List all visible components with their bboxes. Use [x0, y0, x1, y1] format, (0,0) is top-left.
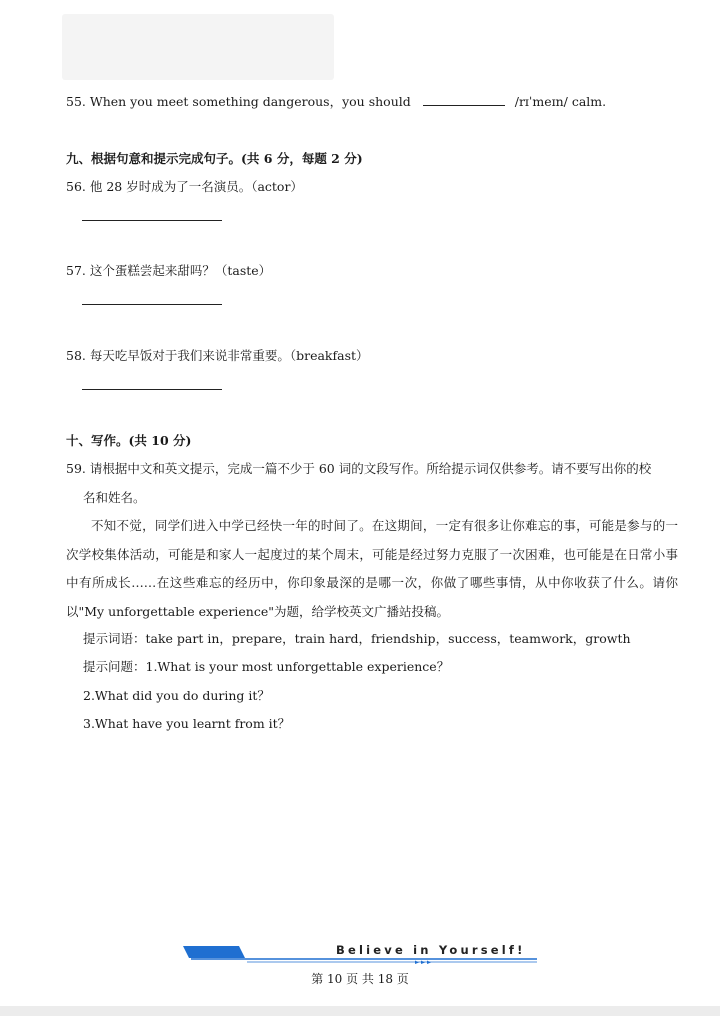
question-56: 56. 他 28 岁时成为了一名演员。（actor） — [66, 179, 303, 194]
question-55-text: 55. When you meet something dangerous，you should — [66, 94, 411, 109]
footer-arrow-1 — [415, 961, 419, 965]
hint-words: 提示词语：take part in，prepare，train hard，friendship，success，teamwork，growth — [83, 631, 631, 646]
answer-line-58[interactable] — [82, 389, 222, 390]
section-9-title: 九、根据句意和提示完成句子。(共 6 分，每题 2 分) — [66, 151, 363, 166]
question-58: 58. 每天吃早饭对于我们来说非常重要。（breakfast） — [66, 348, 369, 363]
page-number: 第 10 页 共 18 页 — [311, 972, 409, 986]
answer-line-57[interactable] — [82, 304, 222, 305]
scan-bottom-strip — [0, 1006, 720, 1016]
question-55 — [66, 93, 606, 111]
question-59-paragraph: 不知不觉，同学们进入中学已经快一年的时间了。在这期间，一定有很多让你难忘的事，可能是参与的一次学校集体活动，可能是和家人一起度过的某个周末，可能是经过努力克服了一次困难，也可能是在日常小事中有所成长……在这些难忘的经历中，你印象最深的是哪一次，你做了哪些事情，从中你收获了什么。请你以"My unforgettable experience"为题，给学校英文广播站投稿。 — [66, 518, 678, 619]
question-59-prompt-cont: 名和姓名。 — [83, 490, 146, 505]
section-10-title: 十、写作。(共 10 分) — [66, 433, 192, 448]
footer-arrow-2 — [421, 961, 425, 965]
hint-question-1: 提示问题：1.What is your most unforgettable experience？ — [83, 659, 450, 674]
question-55-blank[interactable] — [423, 93, 505, 106]
footer-arrow-3 — [427, 961, 431, 965]
footer-blue-parallelogram — [183, 946, 245, 958]
question-55-suffix: /rɪˈmeɪn/ calm. — [514, 94, 607, 109]
hint-question-3: 3.What have you learnt from it？ — [83, 716, 291, 731]
footer-slogan: Believe in Yourself! — [336, 943, 526, 957]
answer-line-56[interactable] — [82, 220, 222, 221]
question-59-prompt: 59. 请根据中文和英文提示，完成一篇不少于 60 词的文段写作。所给提示词仅供参考。请不要写出你的校 — [66, 461, 652, 476]
hint-question-2: 2.What did you do during it？ — [83, 688, 270, 703]
question-57: 57. 这个蛋糕尝起来甜吗？（taste） — [66, 263, 272, 278]
scan-smudge — [62, 14, 334, 80]
